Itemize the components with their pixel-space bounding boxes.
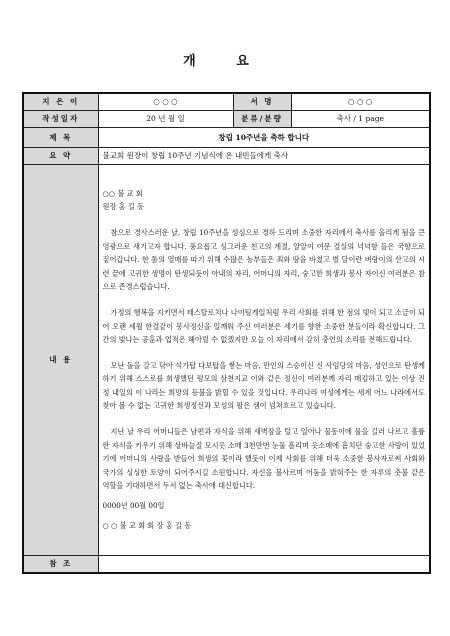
content-body — [98, 164, 430, 555]
subject-label: 제 목 — [23, 127, 98, 147]
subject-value: 창립 10주년을 축하 합니다 — [98, 127, 430, 147]
org-line: ○○ 불 교 회 — [102, 188, 143, 198]
name-line: 원장 홍 길 동 — [102, 202, 145, 212]
reference-label: 참 조 — [23, 555, 98, 573]
reference-value — [98, 555, 430, 573]
category-label: 분류/분량 — [233, 110, 291, 127]
date-label: 작성일자 — [23, 110, 98, 127]
paragraph-3: 모난 돌을 갈고 닦아 석가탑 다보탑을 쌓는 마음, 만인의 스승이신 신 사임당의 마음, 성인으로 탄생케 하기 위해 스스로를 희생했던 평모의 삼천지교 이와 같은 정신이 여러분께 자리 매김하고 있는 이상 진정 내일의 이 나라는 희망의 등불을 밝힐 수 있을 것입니다. 우리나라 여성에게는 세계 어느 나라에서도 찾아 볼 수 없는 고귀한 희생정신과 모성의 팔은 샘이 넘쳐흐르고 있습니다. — [102, 360, 425, 411]
document-title: 개 요 — [183, 54, 267, 69]
date-value: 20 년 월 일 — [98, 110, 233, 127]
date-line: 0000년 00월 00일 — [102, 501, 165, 511]
paragraph-2: 가정의 행복을 지키면서 테스탈로치나 나이팅게일처럼 우리 사회를 위해 한 점의 빛이 되고 소금이 되어 오랜 세월 한결같이 봉사정신을 일깨워 주신 여러분은 세기를 향한 소중한 분들이라 확신합니다. 그간의 빛나는 공훈과 업적은 헤아릴 수 없겠지만 오늘 이 자리에서 감히 충언의 소리를 전해드립니다. — [102, 307, 425, 345]
summary-form — [22, 92, 431, 574]
signature-value: ○ ○ ○ — [291, 93, 430, 110]
paragraph-1: 참으로 경사스러운 날, 창립 10주년을 성심으로 경하 드리며 소중한 자리에서 축사를 올리게 됨을 큰 영광으로 새기고자 합니다. 풍요롭고 싱그러운 친고의 계절, 알알이 여문 결실의 넉넉함 들은 국향으로 짙어갑니다. 한 톨의 열매를 따기 위해 수많은 농부들은 죄와 땀을 바쳤고 별 달이란 벼랑이의 산고의 시련 끝에 고귀한 생명이 탄생되듯이 아내의 자리, 어머니의 자리, 숭고한 희생과 봉사 자이신 여러분은 참으로 존경스럽습니다. — [102, 227, 425, 292]
content-label: 내 용 — [23, 164, 98, 555]
category-value: 축사 / 1 page — [291, 110, 430, 127]
closing-line: ○ ○ 불 교 회 회 장 홍 길 동 — [102, 520, 192, 530]
speaker-value: ○ ○ ○ — [98, 93, 233, 110]
speaker-label: 지 은 이 — [23, 93, 98, 110]
signature-label: 서 명 — [233, 93, 291, 110]
paragraph-4: 지난 날 우리 어머니들은 남편과 자식을 위해 새벽잠을 털고 일어나 물동이에 물을 길러 나르고 훌륭한 자식을 키우기 위해 삯바늘질 모시옷 소매 3천만번 눈물 흘리며 옷소매에 흠치던 숭고한 사랑이 있었기에 어머니의 사랑을 받들어 희생의 꽃이라 했듯이 이제 사회를 위해 더욱 소중한 봉사자로써 사회와 국가의 싱싱한 토양이 되어주시길 소원합니다. 자신을 불사르며 어둠을 밝혀주는 한 자루의 촛불 같은 역할을 기대하면서 두서 없는 축사에 대신합니다. — [102, 427, 425, 491]
summary-value: 불교회 원장이 창립 10주년 기념식에 온 내빈들에게 축사 — [98, 147, 430, 164]
summary-label: 요 약 — [23, 147, 98, 164]
